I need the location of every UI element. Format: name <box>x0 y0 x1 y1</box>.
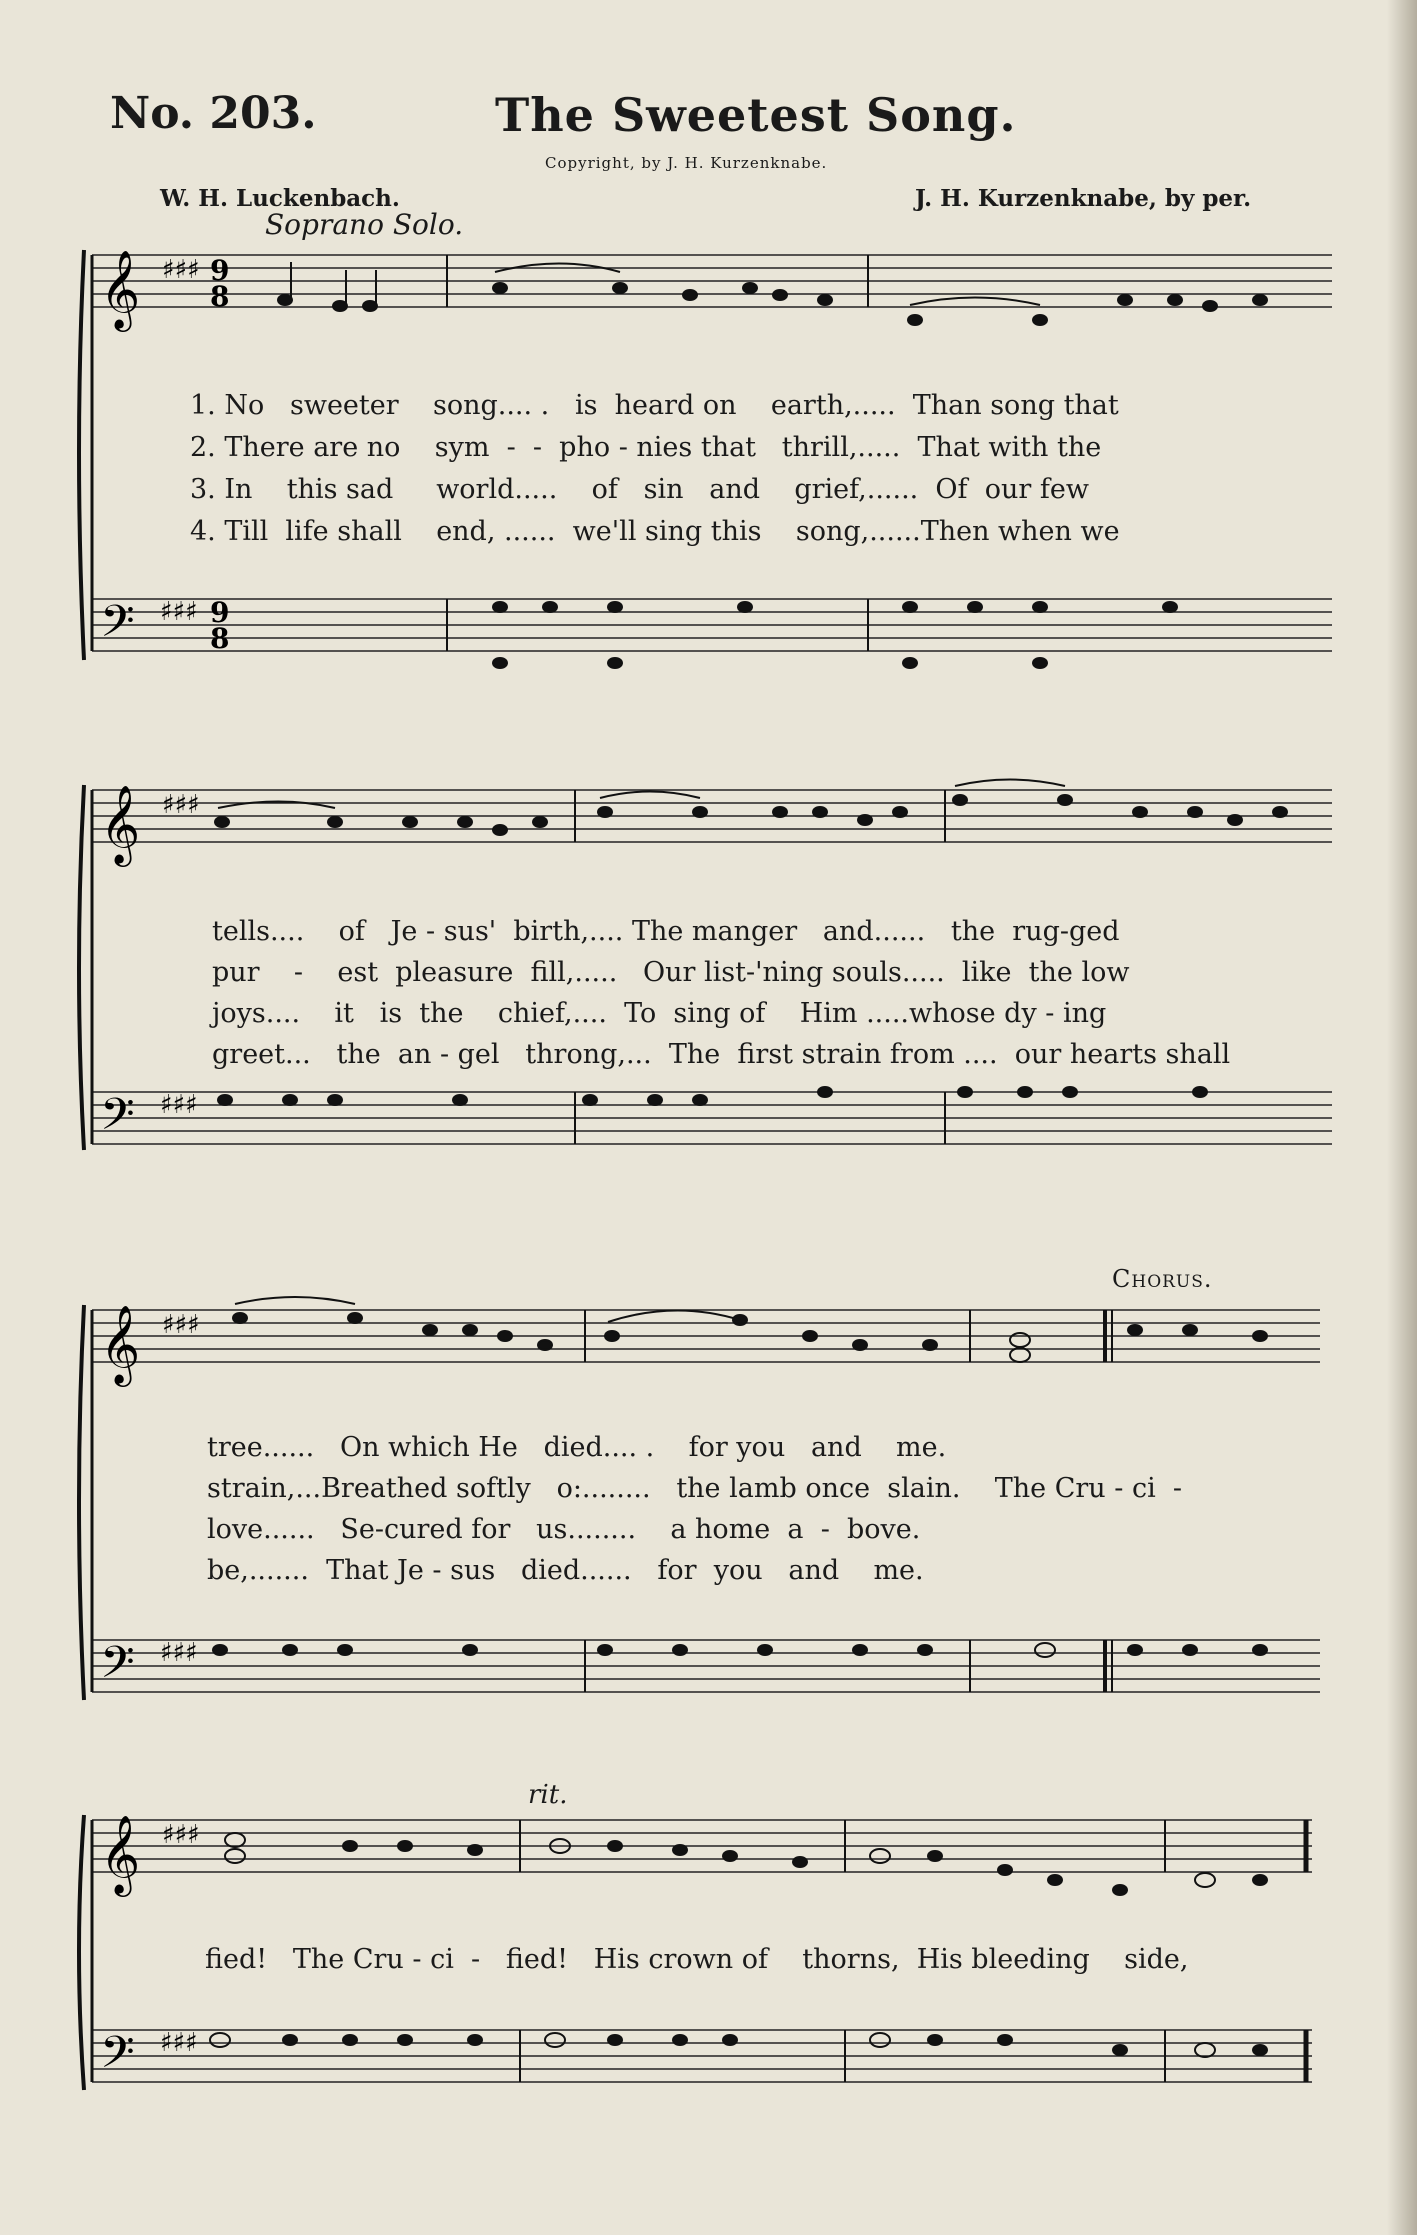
key-sig-bass: ♯♯♯ <box>160 597 198 627</box>
lyric-s1-v3: 3. In this sad world..... of sin and grief,...... Of our few <box>190 474 1089 505</box>
lyric-s1-v4: 4. Till life shall end, ...... we'll sing this song,......Then when we <box>190 516 1120 547</box>
key-sig-treble: ♯♯♯ <box>162 790 200 820</box>
lyric-s3-v1: tree...... On which He died.... . for you and me. <box>207 1432 947 1463</box>
treble-staff <box>92 790 1332 842</box>
lyric-s2-v1: tells.... of Je - sus' birth,.... The manger and...... the rug-ged <box>212 916 1120 947</box>
key-sig-bass: ♯♯♯ <box>160 1090 198 1120</box>
time-sig-top: 9 <box>210 254 230 287</box>
lyric-s4-v1: fied! The Cru - ci - fied! His crown of thorns, His bleeding side, <box>205 1944 1189 1975</box>
key-sig-bass: ♯♯♯ <box>160 2028 198 2058</box>
lyric-s3-v2: strain,...Breathed softly o:........ the lamb once slain. The Cru - ci - <box>207 1473 1183 1504</box>
treble-clef: 𝄞 <box>100 1305 141 1384</box>
brace <box>79 250 84 660</box>
bass-staff <box>92 2030 1312 2082</box>
bass-clef: 𝄢 <box>100 1088 135 1151</box>
notes <box>278 262 1267 668</box>
lyric-s2-v3: joys.... it is the chief,.... To sing of Him .....whose dy - ing <box>212 998 1107 1029</box>
brace <box>79 1815 84 2090</box>
soprano-solo-label: Soprano Solo. <box>265 208 464 241</box>
chorus-label: Chorus. <box>1112 1265 1213 1293</box>
time-sig-bottom: 8 <box>210 622 230 655</box>
lyric-s2-v4: greet... the an - gel throng,... The first strain from .... our hearts shall <box>212 1039 1231 1070</box>
brace <box>79 785 84 1150</box>
ritardando-mark: rit. <box>528 1780 568 1810</box>
lyric-s1-v2: 2. There are no sym - - pho - nies that thrill,..... That with the <box>190 432 1102 463</box>
lyric-s2-v2: pur - est pleasure fill,..... Our list-'ning souls..... like the low <box>212 957 1130 988</box>
lyric-s3-v3: love...... Se-cured for us........ a home a - bove. <box>207 1514 921 1545</box>
key-sig-treble: ♯♯♯ <box>162 1310 200 1340</box>
treble-staff <box>92 1310 1320 1362</box>
copyright-notice: Copyright, by J. H. Kurzenknabe. <box>545 154 828 172</box>
lyric-s3-v4: be,....... That Je - sus died...... for you and me. <box>207 1555 924 1586</box>
bass-clef: 𝄢 <box>100 595 135 658</box>
hymn-title: The Sweetest Song. <box>495 88 1017 142</box>
treble-staff <box>92 1820 1312 1872</box>
treble-clef: 𝄞 <box>100 250 141 329</box>
treble-clef: 𝄞 <box>100 1815 141 1894</box>
brace <box>79 1305 84 1700</box>
key-sig-treble: ♯♯♯ <box>162 255 200 285</box>
key-sig-bass: ♯♯♯ <box>160 1638 198 1668</box>
treble-clef: 𝄞 <box>100 785 141 864</box>
bass-staff <box>92 599 1332 651</box>
lyricist: W. H. Luckenbach. <box>160 185 400 212</box>
time-sig-top: 9 <box>210 596 230 629</box>
bass-clef: 𝄢 <box>100 1636 135 1699</box>
composer: J. H. Kurzenknabe, by per. <box>915 185 1252 212</box>
bass-clef: 𝄢 <box>100 2026 135 2089</box>
time-sig-bottom: 8 <box>210 280 230 313</box>
bass-staff <box>92 1092 1332 1144</box>
key-sig-treble: ♯♯♯ <box>162 1820 200 1850</box>
hymn-number: No. 203. <box>110 88 317 139</box>
lyric-s1-v1: 1. No sweeter song.... . is heard on earth,..... Than song that <box>190 390 1119 421</box>
